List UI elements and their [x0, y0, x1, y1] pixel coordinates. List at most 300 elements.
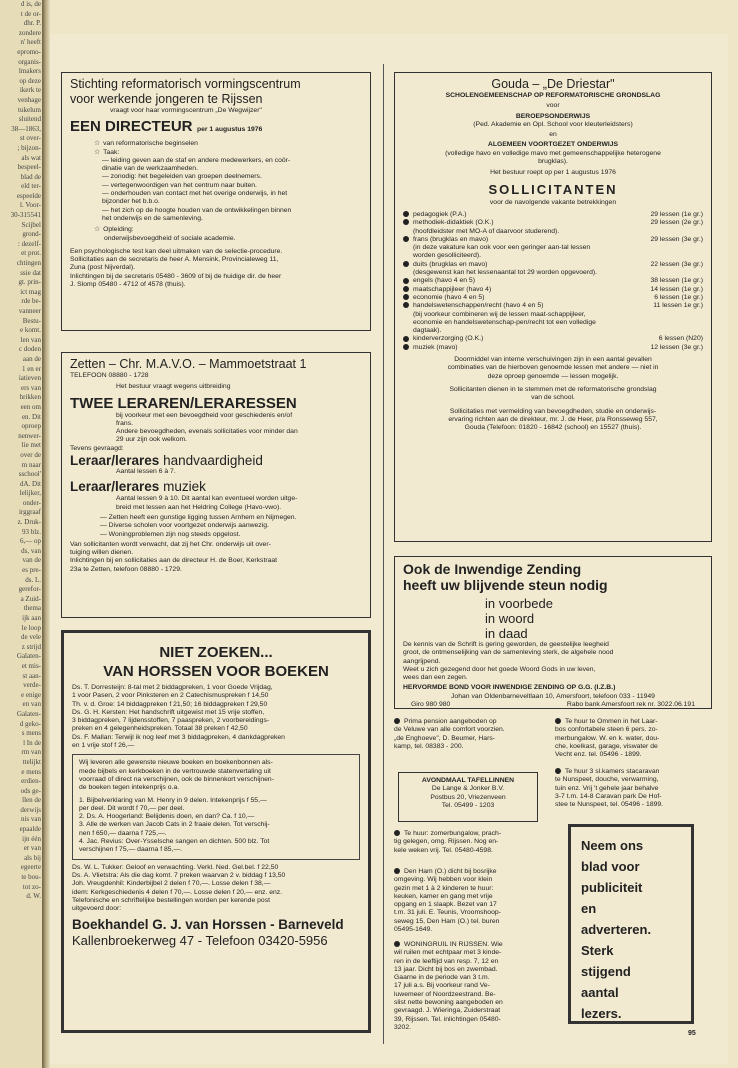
column-divider: [383, 64, 384, 1044]
text-line: als bij: [24, 853, 41, 862]
text-line: rde be-: [21, 297, 41, 306]
ad-address: Johan van Oldenbarneveltlaan 10, Amersfoort, telefoon 033 - 11949: [451, 692, 655, 700]
ad-title: Zetten – Chr. M.A.V.O. – Mammoetstraat 1: [70, 357, 307, 371]
text-line: Wij leveren alle gewenste nieuwe boeken en boekenbonnen als-: [79, 759, 273, 767]
text-line: t de or-: [20, 9, 41, 18]
ad-body: [403, 356, 703, 381]
text-line: ijk aan: [22, 614, 41, 622]
text-line: dA. Dit: [20, 479, 41, 488]
vacancy-row: frans (brugklas en mavo) 29 lessen (3e gr.): [403, 236, 703, 244]
text-line: Inlichtingen bij en sollicitaties aan de directeur H. de Boer, Kerkstraat: [70, 557, 278, 565]
text-line: venhage: [17, 95, 41, 104]
text-line: 05495-1649.: [394, 926, 433, 934]
text-line: ; bijzon-: [17, 143, 41, 152]
vacancy-row: kinderverzorging (O.K.) 6 lessen (N20): [403, 335, 703, 343]
text-line: Galaten-: [16, 652, 41, 661]
text-line: bos confortabele steen 6 pers. zo-: [555, 726, 658, 734]
page-gutter: [42, 0, 50, 1068]
text-line: bespeel-: [17, 163, 41, 172]
ad-body: [403, 641, 703, 682]
text-line: 38—1863,: [11, 124, 41, 133]
ad-date: per 1 augustus 1976: [196, 126, 263, 134]
text-line: frans.: [116, 419, 133, 427]
text-line: nenwer-: [18, 431, 41, 440]
text-line: llen de: [22, 796, 41, 805]
ad-body: [70, 541, 362, 574]
text-line: 1 en er: [21, 364, 41, 373]
ad-vormingscentrum: [61, 72, 371, 331]
slogan-line: Neem ons: [581, 838, 644, 853]
classified-bungalow: [394, 830, 546, 855]
text-line: het onderwijs en de samenleving.: [102, 214, 203, 222]
ad-body: [79, 759, 353, 792]
text-line: tuin enz. Vrij 't gehele jaar behalve: [555, 784, 659, 792]
text-line: z. Druk-: [17, 518, 41, 527]
text-line: ods ge-: [20, 786, 41, 795]
text-line: er van: [23, 844, 41, 853]
vacancy-note: (bij voorkeur combineren wij de lessen maat-schappijleer, economie en handelswetenschap-pen/recht tot een volledige dagtaak).: [413, 310, 596, 335]
bullet-icon: [403, 294, 409, 300]
book-list: [72, 864, 360, 914]
text-line: l. Voor-: [20, 201, 41, 210]
text-line: len van: [20, 335, 41, 344]
text-line: e komt.: [20, 326, 41, 335]
text-line: — leiding geven aan de staf en andere medewerkers, en coör-: [102, 156, 291, 164]
book-line: 4. Jac. Revius: Over-Ysselsche sangen en dichten. 500 blz. Tot: [79, 838, 270, 846]
ad-body: [403, 386, 703, 403]
text-line: kamp, tel. 08383 - 200.: [394, 742, 464, 750]
ad-title: Gouda – „De Driestar": [491, 77, 615, 91]
ad-phone: TELEFOON 08880 - 1728: [70, 372, 149, 379]
text-line: tuiging willen dienen.: [70, 549, 134, 557]
text-line: c doden: [19, 345, 41, 354]
ad-title: Stichting reformatorisch vormingscentrum: [70, 77, 301, 91]
book-line: verschijnen f 75,— daarna f 85,—.: [79, 846, 183, 854]
text-line: J. Slomp 05480 - 4712 of 4578 (thuis).: [70, 281, 186, 289]
text-line: espeelde: [16, 191, 41, 200]
text-line: combinaties van de hierboven genoemde lessen met andere — niet in: [447, 364, 659, 372]
text-line: 30-315541: [10, 211, 41, 220]
text-line: lelijker,: [19, 489, 41, 498]
book-line: Joh. Vreugdenhil: Kinderbijbel 2 delen f 70,—. Losse delen f 38,—: [72, 880, 271, 888]
ad-title: voor werkende jongeren te Rijssen: [70, 92, 263, 106]
bullet-icon: [403, 302, 409, 308]
ad-text: onderwijsbevoegdheid of sociale academie.: [104, 234, 236, 242]
bullet-icon: [403, 278, 409, 284]
text-line: slist nette bewoning aangeboden en: [394, 999, 503, 1007]
ad-subtitle: BEROEPSONDERWIJS: [515, 112, 591, 120]
text-line: Weet u zich gezegend door het goede Woord Gods in uw leven,: [403, 665, 596, 673]
ad-text: Opleiding:: [103, 226, 134, 234]
classified-pension: [394, 718, 546, 751]
text-line: — Zetten heeft een gunstige ligging tussen Arnhem en Nijmegen.: [100, 513, 297, 521]
classified-nunspeet: [555, 768, 715, 809]
text-line: 39, Rijssen. Tel. inlichtingen 05480-: [394, 1015, 501, 1023]
text-line: wil ruilen met echtpaar met 3 kinde-: [394, 949, 502, 957]
text-line: st over-: [19, 134, 41, 143]
ad-text: [403, 150, 703, 167]
ad-heading: SOLLICITANTEN: [488, 181, 618, 197]
text-line: iatieven: [18, 374, 41, 383]
text-line: lie met: [21, 441, 41, 450]
book-line: Th. v. d. Groe: 14 biddagpreken f 21,50; 16 biddagpreken f 29,50: [72, 700, 268, 708]
text-line: (volledige havo en volledige mavo met gemeenschappelijke heterogene: [445, 149, 661, 157]
text-line: te bou-: [21, 873, 41, 882]
text-line: en van: [22, 700, 41, 709]
vacancy-row: maatschappijleer (havo 4) 14 lessen (1e gr.): [403, 286, 703, 294]
text-line: de Veluwe van alle comfort voorzien.: [394, 726, 505, 734]
ad-inwendige-zending: [394, 556, 712, 709]
text-line: van de: [22, 556, 41, 565]
bullet-icon: [555, 718, 561, 724]
ad-subtitle: Het bestuur vraagt wegens uitbreiding: [116, 383, 231, 391]
text-line: aan de: [22, 354, 41, 363]
bullet-icon: [403, 261, 409, 267]
vacancy-note: (in deze vakature kan ook voor een geringer aan-tal lessen worden gesolliciteerd).: [413, 244, 591, 260]
bullet-icon: [403, 211, 409, 217]
vacancy-note: (hoofdleidster met MO-A of daarvoor studerend).: [413, 227, 560, 235]
text-line: 23a te Zetten, telefoon 08880 - 1729.: [70, 565, 182, 573]
star-icon: ☆: [94, 148, 101, 156]
text-line: Een psychologische test kan deel uitmaken van de selectie-procedure.: [70, 247, 283, 255]
text-line: erdien-: [21, 777, 41, 786]
ad-giro: Giro 980 980: [411, 701, 451, 709]
ad-heading: muziek: [163, 479, 206, 495]
text-line: n' heeft: [20, 38, 41, 47]
text-line: ict mag: [20, 287, 41, 296]
text-line: dhr. P.: [23, 19, 41, 28]
ad-body: [70, 248, 362, 289]
ad-footer: Boekhandel G. J. van Horssen - Barneveld: [72, 917, 344, 933]
book-line: Ds. F. Mallan: Terwijl ik nog leef met 3 biddagpreken, 4 dankdagpreken: [72, 733, 285, 741]
classified-den-ham: [394, 868, 546, 934]
text-line: op deze: [19, 76, 41, 85]
text-line: bijzonder het b.b.o.: [102, 198, 160, 206]
vacancy-row: duits (brugklas en mavo) 22 lessen (3e gr.): [403, 261, 703, 269]
text-line: breid met lessen aan het Heldring College (Havo-vwo).: [116, 503, 282, 511]
ad-heading: Leraar/lerares: [70, 453, 160, 469]
text-line: Sollicitanten dienen in te stemmen met de reformatorische grondslag: [449, 385, 657, 393]
task-list: [70, 157, 362, 223]
text-line: a Zuid-: [20, 594, 41, 603]
text-line: eld ter-: [21, 182, 41, 191]
text-line: onder-: [22, 498, 41, 507]
bullet-icon: [403, 236, 409, 242]
slogan-line: aantal: [581, 985, 619, 1000]
text-line: bij voorkeur met een bevoegdheid voor geschiedenis en/of: [116, 411, 293, 419]
text-line: egeerte: [20, 863, 41, 872]
ad-text: Het bestuur roept op per 1 augustus 1976: [490, 169, 616, 177]
ad-text: voor: [546, 102, 560, 110]
book-line: idem: Kerkgeschiedenis 4 delen f 70,—. Losse delen f 20,— enz. enz.: [72, 888, 283, 896]
text-line: tukelum: [18, 105, 41, 114]
book-line: Ds. A. Vlietstra: Als die dag komt. 7 preken waarvan 2 v. biddag f 13,50: [72, 871, 286, 879]
vacancy-row: engels (havo 4 en 5) 38 lessen (1e gr.): [403, 277, 703, 285]
text-line: keuken, kamer en gang met vrije: [394, 892, 493, 900]
text-line: s mens: [21, 729, 41, 738]
text-line: Gouda (Telefoon: 01820 - 16842 (school) en 15527 (thuis).: [464, 424, 642, 432]
book-line: Telefonische en schriftelijke bestellingen worden per kerende post: [72, 896, 270, 904]
text-line: deze oproep genoemde — lessen mogelijk.: [487, 372, 619, 380]
bullet-icon: [403, 219, 409, 225]
text-line: ds. L.: [25, 575, 41, 584]
text-line: Te huur te Ommen in het Laar-: [555, 718, 715, 726]
text-line: Inlichtingen bij de secretaris 05480 - 3609 of bij de huidige dir. de heer: [70, 272, 282, 280]
text-line: d geko-: [19, 719, 41, 728]
text-line: le loop: [21, 623, 41, 632]
ad-subtitle: ALGEMEEN VOORTGEZET ONDERWIJS: [487, 141, 619, 149]
ad-text: (Ped. Akademie en Opl. School voor kleuterleidsters): [473, 120, 633, 128]
text-line: stee te Nunspeet, tel. 05496 - 1899.: [555, 801, 664, 809]
text-line: brugklas).: [538, 158, 568, 166]
vacancy-list: [403, 211, 703, 352]
text-line: e enige: [20, 690, 41, 699]
text-line: Bestu-: [22, 316, 41, 325]
bullet-icon: [403, 344, 409, 350]
slogan-line: stijgend: [581, 964, 631, 979]
text-line: Gaarne in de periode van 3 t.m.: [394, 974, 490, 982]
text-line: Vecht enz. tel. 05496 - 1899.: [555, 751, 642, 759]
text-line: de boeken tegen intekenprijs o.a.: [79, 784, 180, 792]
text-line: Te huur 3 sl.kamers stacaravan: [555, 768, 715, 776]
text-line: zondere: [18, 28, 41, 37]
text-line: organis-: [18, 57, 41, 66]
book-line: 2. Ds. A. Hoogerland: Belijdenis doen, en dan? Ca. f 10,—: [79, 813, 255, 821]
text-line: WONINGRUIL IN RIJSSEN. Wie: [394, 941, 546, 949]
ad-title: VAN HORSSEN VOOR BOEKEN: [103, 663, 329, 680]
text-line: hrikken: [19, 393, 41, 402]
text-line: 17 juli a.s. Bij voorkeur rand Ve-: [394, 982, 490, 990]
text-line: epromo-: [17, 47, 41, 56]
vacancy-row: economie (havo 4 en 5) 6 lessen (1e gr.): [403, 294, 703, 302]
book-line: preken en 4 gelegenheidspreken. Totaal 38 preken f 42,50: [72, 725, 248, 733]
text-line: merbungalow. W. en k. water, dou-: [555, 734, 660, 742]
text-line: Scijbel: [21, 220, 41, 229]
classified-avondmaal: [398, 772, 538, 822]
star-icon: ☆: [94, 226, 101, 234]
text-line: ttelijkt: [22, 757, 41, 766]
text-line: rm van: [21, 748, 41, 757]
text-line: sluitend: [18, 115, 41, 124]
text-line: Aantal lessen 9 à 10. Dit aantal kan eventueel worden uitge-: [116, 495, 298, 503]
text-line: Zuna (post Nijverdal).: [70, 264, 135, 272]
ad-subtitle: SCHOLENGEMEENSCHAP OP REFORMATORISCHE GRONDSLAG: [445, 92, 661, 99]
text-line: van de school.: [531, 394, 575, 402]
book-line: nen f 650,— daarna f 725,—.: [79, 829, 167, 837]
vacancy-row: handelswetenschappen/recht (havo 4 en 5) 11 lessen 1e gr.): [403, 302, 703, 310]
text-line: luwemeer of Noordzeestrand. Be-: [394, 990, 496, 998]
ad-inner-box: [72, 754, 360, 859]
text-line: z strijd: [21, 642, 41, 651]
book-line: 1 voor Pasen, 2 voor Pinksteren en 2 Catechismuspreken f 14,50: [72, 692, 269, 700]
text-line: vanneer: [18, 307, 41, 315]
ad-list: [70, 514, 362, 539]
text-line: ers van: [20, 383, 41, 392]
ad-slogan: in daad: [485, 626, 528, 641]
text-line: es pre-: [22, 566, 41, 575]
ad-van-horssen: [61, 630, 371, 1033]
bullet-icon: [555, 768, 561, 774]
text-line: thema: [23, 604, 41, 613]
slogan-line: en: [581, 901, 597, 916]
text-line: tot zo-: [22, 882, 41, 891]
bullet-icon: [394, 830, 400, 836]
text-line: ervaring richten aan de direkteur, mr. J. de Heer, p/a Ronsseweg 557,: [448, 415, 658, 423]
text-line: — Woningproblemen zijn nog steeds opgelost.: [100, 530, 241, 538]
text-line: l In de: [23, 738, 41, 747]
bullet-icon: [403, 286, 409, 292]
text-line: Doormiddel van interne verschuivingen zijn in een aantal gevallen: [454, 356, 652, 364]
book-line: Ds. G. H. Kersten: Het handschrift uitgewist met 15 vrije stoffen,: [72, 708, 265, 716]
text-line: Postbus 20, Vriezenveen: [430, 793, 506, 801]
ad-de-driestar: [394, 72, 712, 542]
text-line: Galaten-: [16, 709, 41, 718]
text-line: AVONDMAAL TAFELLINNEN: [421, 777, 515, 784]
text-line: et mis-: [21, 661, 41, 670]
text-line: seweg 15, Den Ham (O.) tel. buren: [394, 917, 500, 925]
text-line: et prot.: [21, 249, 41, 258]
slogan-line: adverteren.: [581, 922, 652, 937]
text-line: lmakers: [18, 67, 41, 76]
vacancy-row: muziek (mavo) 12 lessen (3e gr.): [403, 344, 703, 352]
ad-text: van reformatorische beginselen: [103, 140, 198, 148]
book-line: Ds. T. Dorresteijn: 8-tal met 2 biddagpreken, 1 voor Goede Vrijdag,: [72, 684, 273, 691]
text-line: — het zich op de hoogte houden van de ontwikkelingen binnen: [102, 206, 292, 214]
text-line: Tel. 05499 - 1203: [441, 801, 495, 809]
text-line: Te huur: zomerbungalow, prach-: [394, 830, 546, 838]
text-line: e mens: [21, 767, 41, 776]
text-line: gezin met 1 à 2 kinderen te huur:: [394, 884, 494, 892]
star-icon: ☆: [94, 140, 101, 148]
text-line: de vele: [20, 633, 41, 642]
ad-body: [70, 495, 362, 512]
slogan-line: blad voor: [581, 859, 640, 874]
bullet-icon: [403, 336, 409, 342]
ad-heading: Leraar/lerares: [70, 479, 160, 495]
text-line: chtingen: [16, 259, 41, 268]
vacancy-note: (desgewenst kan het lessenaantal tot 29 worden opgevoerd).: [413, 269, 598, 277]
slogan-line: publiciteit: [581, 880, 643, 895]
ad-title: NIET ZOEKEN...: [159, 644, 273, 661]
text-line: groot, de ontmenselijking van de samenleving sterk, de algehele nood: [403, 649, 614, 657]
page-content: [50, 34, 728, 1064]
text-line: Van sollicitanten wordt verwacht, dat zij het Chr. onderwijs uit over-: [70, 540, 271, 548]
vacancy-row: methodiek-didaktiek (O.K.) 29 lessen (2e gr.): [403, 219, 703, 227]
text-line: — zonodig: het begeleiden van groepen deelnemers.: [102, 173, 262, 181]
text-line: verde-: [23, 681, 41, 690]
ad-slogan: in voorbede: [485, 596, 553, 611]
book-line: 1. Bijbelverklaring van M. Henry in 9 delen. Intekenprijs f 55,—: [79, 796, 267, 804]
book-line: uitgevoerd door:: [72, 905, 122, 913]
classified-woningruil: [394, 941, 546, 1032]
bullet-icon: [394, 941, 400, 947]
ad-heading: TWEE LERAREN/LERARESSEN: [70, 394, 297, 412]
text-line: kele weken vrij. Tel. 05480-4598.: [394, 846, 493, 854]
ad-text: en: [549, 131, 557, 139]
text-line: st aan-: [22, 671, 41, 680]
text-line: gt. prin-: [18, 278, 41, 287]
text-line: irggraaf: [18, 508, 41, 517]
ad-mavo-zetten: [61, 352, 371, 618]
text-line: Sollicitaties met vermelding van bevoegdheden, studie en onderwijs-: [449, 407, 657, 415]
text-line: De Lange & Jonker B.V.: [431, 785, 505, 793]
text-line: ikerk te: [19, 86, 41, 95]
text-line: Den Ham (O.) dicht bij bosrijke: [394, 868, 546, 876]
ad-body: [70, 412, 362, 445]
ad-title: heeft uw blijvende steun nodig: [403, 577, 608, 593]
text-line: tig gelegen, omg. Rijssen. Nog en-: [394, 838, 499, 846]
ad-text: Taak:: [103, 148, 120, 156]
left-page-edge: [0, 0, 44, 1068]
text-line: „de Enghoeve", D. Beumer, Hars-: [394, 734, 496, 742]
ad-bank: Rabo bank Amersfoort rek nr. 3022.06.191: [566, 701, 695, 709]
ad-org: HERVORMDE BOND VOOR INWENDIGE ZENDING OP G.G. (I.Z.B.): [403, 684, 616, 692]
text-line: blad de: [20, 172, 41, 181]
text-line: oproep: [21, 422, 41, 431]
text-line: ren in de leeftijd van resp. 7, 12 en: [394, 957, 499, 965]
text-line: d is, de: [20, 0, 41, 8]
text-line: De kennis van de Schrift is gering geworden, de geestelijke leegheid: [403, 641, 609, 648]
text-line: d. W.: [26, 892, 41, 901]
classified-ommen: [555, 718, 715, 759]
ad-title: Ook de Inwendige Zending: [403, 561, 582, 577]
slogan-line: lezers.: [581, 1006, 622, 1021]
text-line: omgeving. Wij hebben voor klein: [394, 876, 493, 884]
ad-heading: handvaardigheid: [163, 453, 263, 469]
book-line: en 1 vrije stof f 26,—: [72, 742, 135, 750]
bullet-icon: [394, 718, 400, 724]
text-line: dinatie van de werkzaamheden.: [102, 165, 198, 173]
text-line: te Nunspeet, douche, verwarming,: [555, 776, 659, 784]
text-line: ssie dat: [20, 268, 41, 277]
text-line: nis van: [20, 815, 41, 824]
text-line: ijn één: [22, 834, 41, 843]
ad-slogan: in woord: [485, 611, 535, 626]
text-line: 93 blz.: [21, 527, 41, 536]
book-line: per deel. Dit wordt f 70,— per deel.: [79, 804, 185, 812]
text-line: mede bijbels en kerkboeken in de vertrouwde statenvertaling uit: [79, 767, 271, 775]
text-line: opgang en 1 slaapk. Bezet van 17: [394, 901, 497, 909]
text-line: 3-7 t.m. 14-8 Caravan park De Hof-: [555, 792, 662, 800]
text-line: epaalde: [19, 825, 41, 834]
book-list: [72, 684, 360, 750]
text-line: wees dan een zegen.: [403, 674, 468, 682]
text-line: — vertegenwoordigen van het centrum naar buiten.: [102, 181, 257, 189]
ad-neem-ons-blad: [568, 824, 694, 1024]
text-line: ds, van: [21, 546, 41, 555]
ad-body: [403, 408, 703, 433]
book-line: 3. Alle de werken van Jacob Cats in 2 fraaie delen. Tot verschij-: [79, 821, 270, 829]
bullet-icon: [394, 868, 400, 874]
text-line: 3202.: [394, 1023, 412, 1031]
text-line: — onderhouden van contact met het overige onderwijs, in het: [102, 190, 288, 198]
text-line: een om: [20, 402, 41, 411]
text-line: als wat: [21, 153, 41, 162]
ad-text: Tevens gevraagd:: [70, 444, 124, 452]
text-line: Andere bevoegdheden, evenals sollicitaties voor minder dan: [116, 428, 298, 436]
text-line: 13 jaar. Dicht bij bos en zwembad.: [394, 965, 498, 973]
text-line: en. Dit: [21, 412, 41, 421]
book-line: 3 biddagpreken, 7 lijdensstoffen, 7 paaspreken, 2 voorbereidings-: [72, 717, 270, 725]
text-line: : dezelf-: [17, 239, 41, 248]
text-line: aangrijpend.: [403, 657, 441, 665]
text-line: grond-: [22, 230, 41, 239]
vacancy-row: pedagogiek (P.A.) 29 lessen (1e gr.): [403, 211, 703, 219]
text-line: t.m. 31 juli. E. Teunis, Vroomshoop-: [394, 909, 501, 917]
text-line: Prima pension aangeboden op: [394, 718, 546, 726]
text-line: gerefor-: [18, 585, 41, 594]
text-line: 6,— op: [20, 537, 41, 546]
